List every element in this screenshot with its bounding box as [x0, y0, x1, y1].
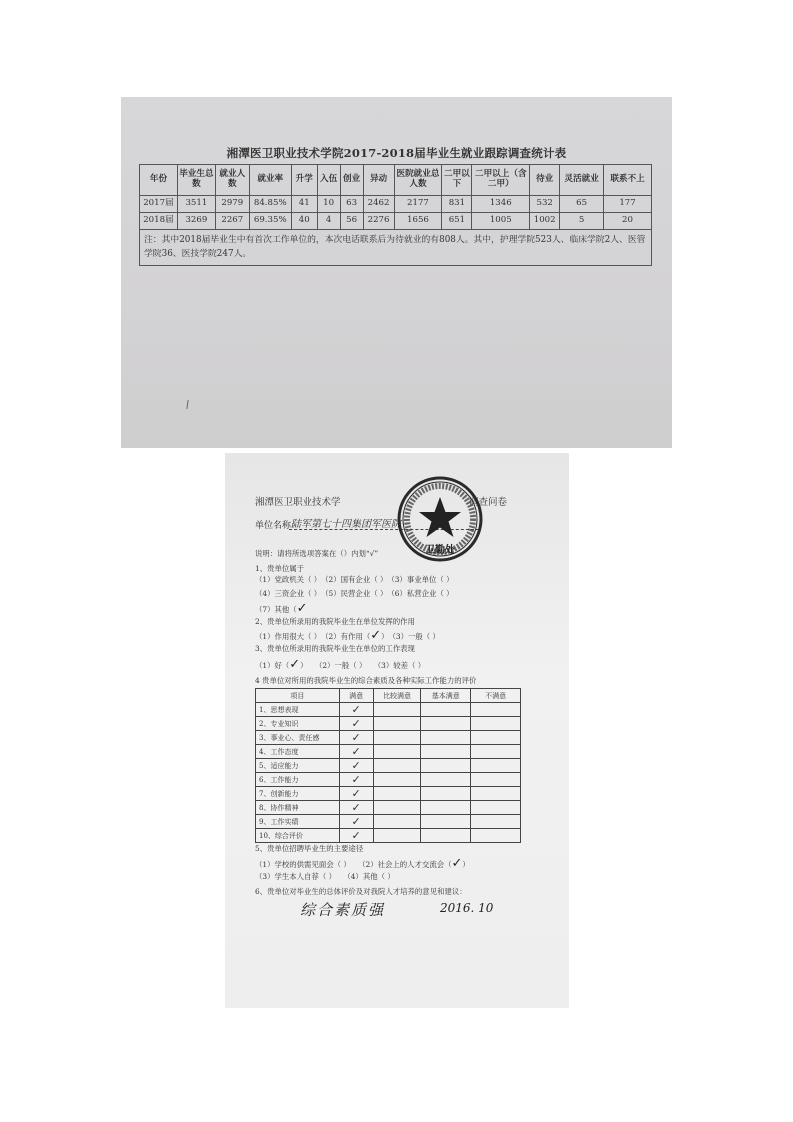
- table-cell: 177: [604, 196, 652, 213]
- table-cell: 69.35%: [249, 213, 291, 230]
- table-row: [256, 773, 521, 787]
- question-1: 1、贵单位属于: [255, 564, 305, 573]
- header-cell: 比较满意: [373, 689, 421, 703]
- eval-item: 3、事业心、责任感: [256, 731, 340, 745]
- checkmark-icon: ✓: [451, 856, 463, 871]
- table-row: [256, 745, 521, 759]
- table-cell: 2267: [215, 213, 249, 230]
- checkmark-icon: ✓: [339, 731, 373, 745]
- table-note-row: [140, 230, 652, 266]
- table-cell: 63: [340, 196, 363, 213]
- header-cell: 不满意: [471, 689, 521, 703]
- table-cell: 2018届: [140, 213, 178, 230]
- header-cell: 医院就业总人数: [394, 165, 442, 196]
- header-cell: 异动: [363, 165, 394, 196]
- eval-item: 7、创新能力: [256, 787, 340, 801]
- question-5-options-row1: [255, 856, 470, 871]
- table-cell: 20: [604, 213, 652, 230]
- table-cell: 2979: [215, 196, 249, 213]
- question-6: 6、贵单位对毕业生的总体评价及对我院人才培养的意见和建议：: [255, 887, 467, 896]
- evaluation-table: [255, 688, 521, 843]
- question-5: 5、贵单位招聘毕业生的主要途径: [255, 844, 364, 853]
- statistics-photo: [121, 97, 672, 448]
- eval-item: 5、适应能力: [256, 759, 340, 773]
- table-row: [256, 703, 521, 717]
- header-cell: 项目: [256, 689, 340, 703]
- checkmark-icon: ✓: [370, 628, 382, 643]
- table-cell: 651: [442, 213, 472, 230]
- checkmark-icon: ✓: [339, 787, 373, 801]
- table-header-row: [140, 165, 652, 196]
- unit-name-value: 陆军第七十四集团军医院: [291, 519, 401, 530]
- eval-item: 8、协作精神: [256, 801, 340, 815]
- header-cell: 二甲以上（含二甲）: [472, 165, 530, 196]
- table-row: [256, 801, 521, 815]
- header-cell: 二甲以下: [442, 165, 472, 196]
- header-cell: 毕业生总数: [177, 165, 215, 196]
- table-row: [256, 759, 521, 773]
- header-cell: 年份: [140, 165, 178, 196]
- question-4: 4 贵单位对所用的我院毕业生的综合素质及各种实际工作能力的评价: [255, 676, 477, 685]
- statistics-title: 湘潭医卫职业技术学院2017-2018届毕业生就业跟踪调查统计表: [226, 146, 567, 160]
- table-header-row: [256, 689, 521, 703]
- question-3-options: [255, 657, 425, 672]
- checkmark-icon: ✓: [339, 773, 373, 787]
- question-1-options-row2: （4）三资企业（ ） （5）民营企业（ ） （6）私营企业（ ）: [255, 589, 454, 598]
- table-row: [256, 829, 521, 843]
- table-row: [256, 815, 521, 829]
- question-3: 3、贵单位所录用的我院毕业生在单位的工作表现: [255, 644, 415, 653]
- header-cell: 基本满意: [421, 689, 471, 703]
- header-cell: 创业: [340, 165, 363, 196]
- statistics-table: [139, 164, 652, 266]
- option-text: ） （2）一般（ ） （3）较差（ ）: [300, 661, 426, 670]
- questionnaire-title-tail: 调查问卷: [469, 497, 508, 508]
- table-cell: 4: [317, 213, 340, 230]
- eval-item: 6、工作能力: [256, 773, 340, 787]
- table-cell: 84.85%: [249, 196, 291, 213]
- table-row: [140, 213, 652, 230]
- table-row: [256, 787, 521, 801]
- eval-item: 10、综合评价: [256, 829, 340, 843]
- questionnaire-title: 湘潭医卫职业技术学: [255, 497, 341, 508]
- header-cell: 联系不上: [604, 165, 652, 196]
- option-text: ） （3）一般（ ）: [381, 632, 440, 641]
- table-note: 注：其中2018届毕业生中有首次工作单位的，本次电话联系后为待就业的有808人。其中，护理学院523人、临床学院2人、医管学院36、医技学院247人。: [140, 230, 652, 266]
- table-cell: 40: [291, 213, 317, 230]
- table-cell: 2177: [394, 196, 442, 213]
- questionnaire-photo: [225, 453, 569, 1008]
- option-text: （1）好（: [255, 661, 290, 670]
- header-cell: 入伍: [317, 165, 340, 196]
- table-cell: 2017届: [140, 196, 178, 213]
- question-2-options: [255, 628, 440, 643]
- handwritten-comment: 综合素质强: [300, 901, 386, 919]
- table-cell: 831: [442, 196, 472, 213]
- table-cell: 5: [560, 213, 604, 230]
- table-cell: 2462: [363, 196, 394, 213]
- table-cell: 65: [560, 196, 604, 213]
- checkmark-icon: ✓: [339, 703, 373, 717]
- table-row: [256, 717, 521, 731]
- eval-item: 4、工作态度: [256, 745, 340, 759]
- eval-item: 9、工作实绩: [256, 815, 340, 829]
- header-cell: 待业: [530, 165, 560, 196]
- table-row: [140, 196, 652, 213]
- table-cell: 56: [340, 213, 363, 230]
- table-cell: 1656: [394, 213, 442, 230]
- table-cell: 10: [317, 196, 340, 213]
- header-cell: 升学: [291, 165, 317, 196]
- instruction-text: 说明：请将所选项答案在（）内划“√”: [255, 549, 379, 558]
- checkmark-icon: ✓: [339, 829, 373, 843]
- checkmark-icon: ✓: [339, 717, 373, 731]
- option-text: ）: [462, 860, 470, 869]
- checkmark-icon: ✓: [339, 759, 373, 773]
- checkmark-icon: ✓: [339, 815, 373, 829]
- handwritten-date: 2016. 10: [440, 901, 494, 915]
- question-5-options-row2: （3）学生本人自荐（ ） （4）其他（ ）: [255, 872, 395, 881]
- header-cell: 灵活就业: [560, 165, 604, 196]
- checkmark-icon: ✓: [339, 801, 373, 815]
- official-seal-stamp: [396, 475, 484, 563]
- table-row: [256, 731, 521, 745]
- table-cell: 3269: [177, 213, 215, 230]
- checkmark-icon: ✓: [289, 657, 301, 672]
- header-cell: 满意: [339, 689, 373, 703]
- option-text: （1）作用很大（ ） （2）有作用（: [255, 632, 371, 641]
- question-1-options-row3: [255, 601, 308, 616]
- header-cell: 就业率: [249, 165, 291, 196]
- table-cell: 1005: [472, 213, 530, 230]
- option-other-label: （7）其他（: [255, 605, 297, 614]
- table-cell: 1002: [530, 213, 560, 230]
- table-cell: 532: [530, 196, 560, 213]
- table-cell: 41: [291, 196, 317, 213]
- table-cell: 3511: [177, 196, 215, 213]
- unit-name-label: 单位名称：: [255, 521, 301, 531]
- checkmark-icon: ✓: [339, 745, 373, 759]
- checkmark-icon: ✓: [296, 601, 308, 616]
- option-text: （1）学校的供需见面会（ ） （2）社会上的人才交流会（: [255, 860, 452, 869]
- eval-item: 1、思想表现: [256, 703, 340, 717]
- eval-item: 2、专业知识: [256, 717, 340, 731]
- question-1-options-row1: （1）党政机关（ ） （2）国有企业（ ） （3）事业单位（ ）: [255, 575, 454, 584]
- question-2: 2、贵单位所录用的我院毕业生在单位发挥的作用: [255, 617, 415, 626]
- table-cell: 2276: [363, 213, 394, 230]
- svg-text:卫勤处: 卫勤处: [425, 545, 455, 556]
- header-cell: 就业人数: [215, 165, 249, 196]
- pen-mark: [186, 400, 188, 409]
- table-cell: 1346: [472, 196, 530, 213]
